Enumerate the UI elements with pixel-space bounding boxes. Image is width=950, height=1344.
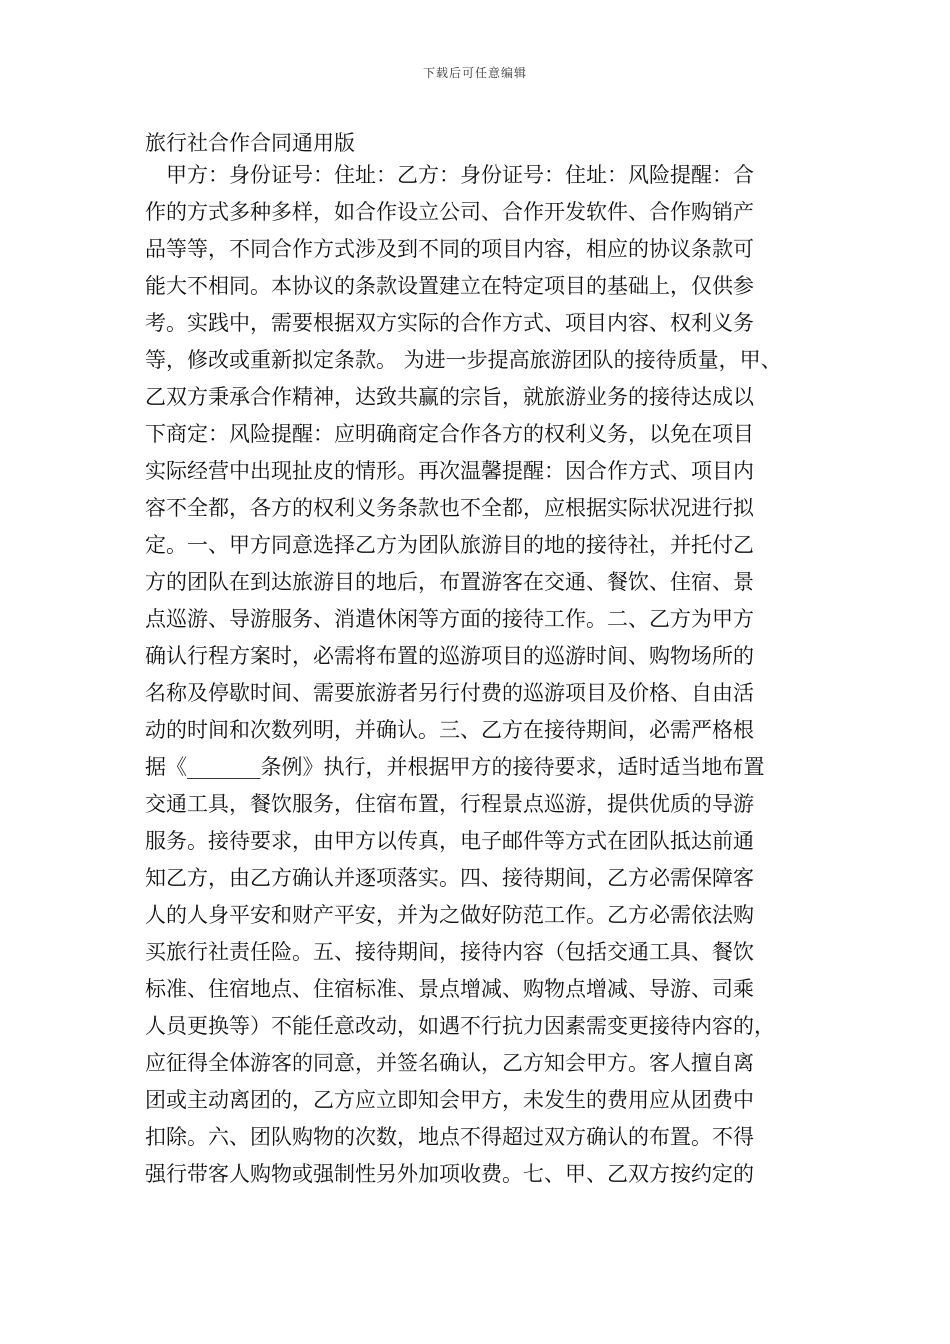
body-line: 标准、住宿地点、住宿标准、景点增减、购物点增减、导游、司乘 [145,977,754,1001]
document-title: 旅行社合作合同通用版 [145,131,355,155]
document-body [145,160,815,1196]
body-line: 人员更换等）不能任意改动，如遇不行抗力因素需变更接待内容的， [145,1014,775,1038]
body-line: 容不全都，各方的权利义务条款也不全都，应根据实际状况进行拟 [145,496,754,520]
body-line: 名称及停歇时间、需要旅游者另行付费的巡游项目及价格、自由活 [145,681,754,705]
body-line: 交通工具，餐饮服务，住宿布置，行程景点巡游，提供优质的导游 [145,792,754,816]
body-line: 定。一、甲方同意选择乙方为团队旅游目的地的接待社，并托付乙 [145,533,754,557]
body-line: 考。实践中，需要根据双方实际的合作方式、项目内容、权利义务 [145,311,754,335]
body-line: 等，修改或重新拟定条款。 为进一步提高旅游团队的接待质量，甲、 [145,348,782,372]
body-line: 方的团队在到达旅游目的地后，布置游客在交通、餐饮、住宿、景 [145,570,754,594]
body-line: 人的人身平安和财产平安，并为之做好防范工作。乙方必需依法购 [145,903,754,927]
page-header-note: 下载后可任意编辑 [422,66,527,80]
body-line: 乙双方秉承合作精神，达致共赢的宗旨，就旅游业务的接待达成以 [145,385,754,409]
body-line: 据《_______条例》执行，并根据甲方的接待要求，适时适当地布置 [145,755,765,779]
body-line: 下商定：风险提醒：应明确商定合作各方的权利义务，以免在项目 [145,422,754,446]
body-line: 甲方：身份证号：住址：乙方：身份证号：住址：风险提醒：合 [166,163,754,187]
body-line: 强行带客人购物或强制性另外加项收费。七、甲、乙双方按约定的 [145,1162,754,1186]
body-line: 应征得全体游客的同意，并签名确认，乙方知会甲方。客人擅自离 [145,1051,754,1075]
body-line: 能大不相同。本协议的条款设置建立在特定项目的基础上，仅供参 [145,274,754,298]
body-line: 品等等，不同合作方式涉及到不同的项目内容，相应的协议条款可 [145,237,754,261]
body-line: 买旅行社责任险。五、接待期间，接待内容（包括交通工具、餐饮 [145,940,754,964]
body-line: 作的方式多种多样，如合作设立公司、合作开发软件、合作购销产 [145,200,754,224]
body-line: 知乙方，由乙方确认并逐项落实。四、接待期间，乙方必需保障客 [145,866,754,890]
body-line: 动的时间和次数列明，并确认。三、乙方在接待期间，必需严格根 [145,718,754,742]
body-line: 点巡游、导游服务、消遣休闲等方面的接待工作。二、乙方为甲方 [145,607,754,631]
body-line: 团或主动离团的，乙方应立即知会甲方，未发生的费用应从团费中 [145,1088,754,1112]
body-line: 确认行程方案时，必需将布置的巡游项目的巡游时间、购物场所的 [145,644,754,668]
body-line: 实际经营中出现扯皮的情形。再次温馨提醒：因合作方式、项目内 [145,459,754,483]
body-line: 服务。接待要求，由甲方以传真，电子邮件等方式在团队抵达前通 [145,829,754,853]
body-line: 扣除。六、团队购物的次数，地点不得超过双方确认的布置。不得 [145,1125,754,1149]
